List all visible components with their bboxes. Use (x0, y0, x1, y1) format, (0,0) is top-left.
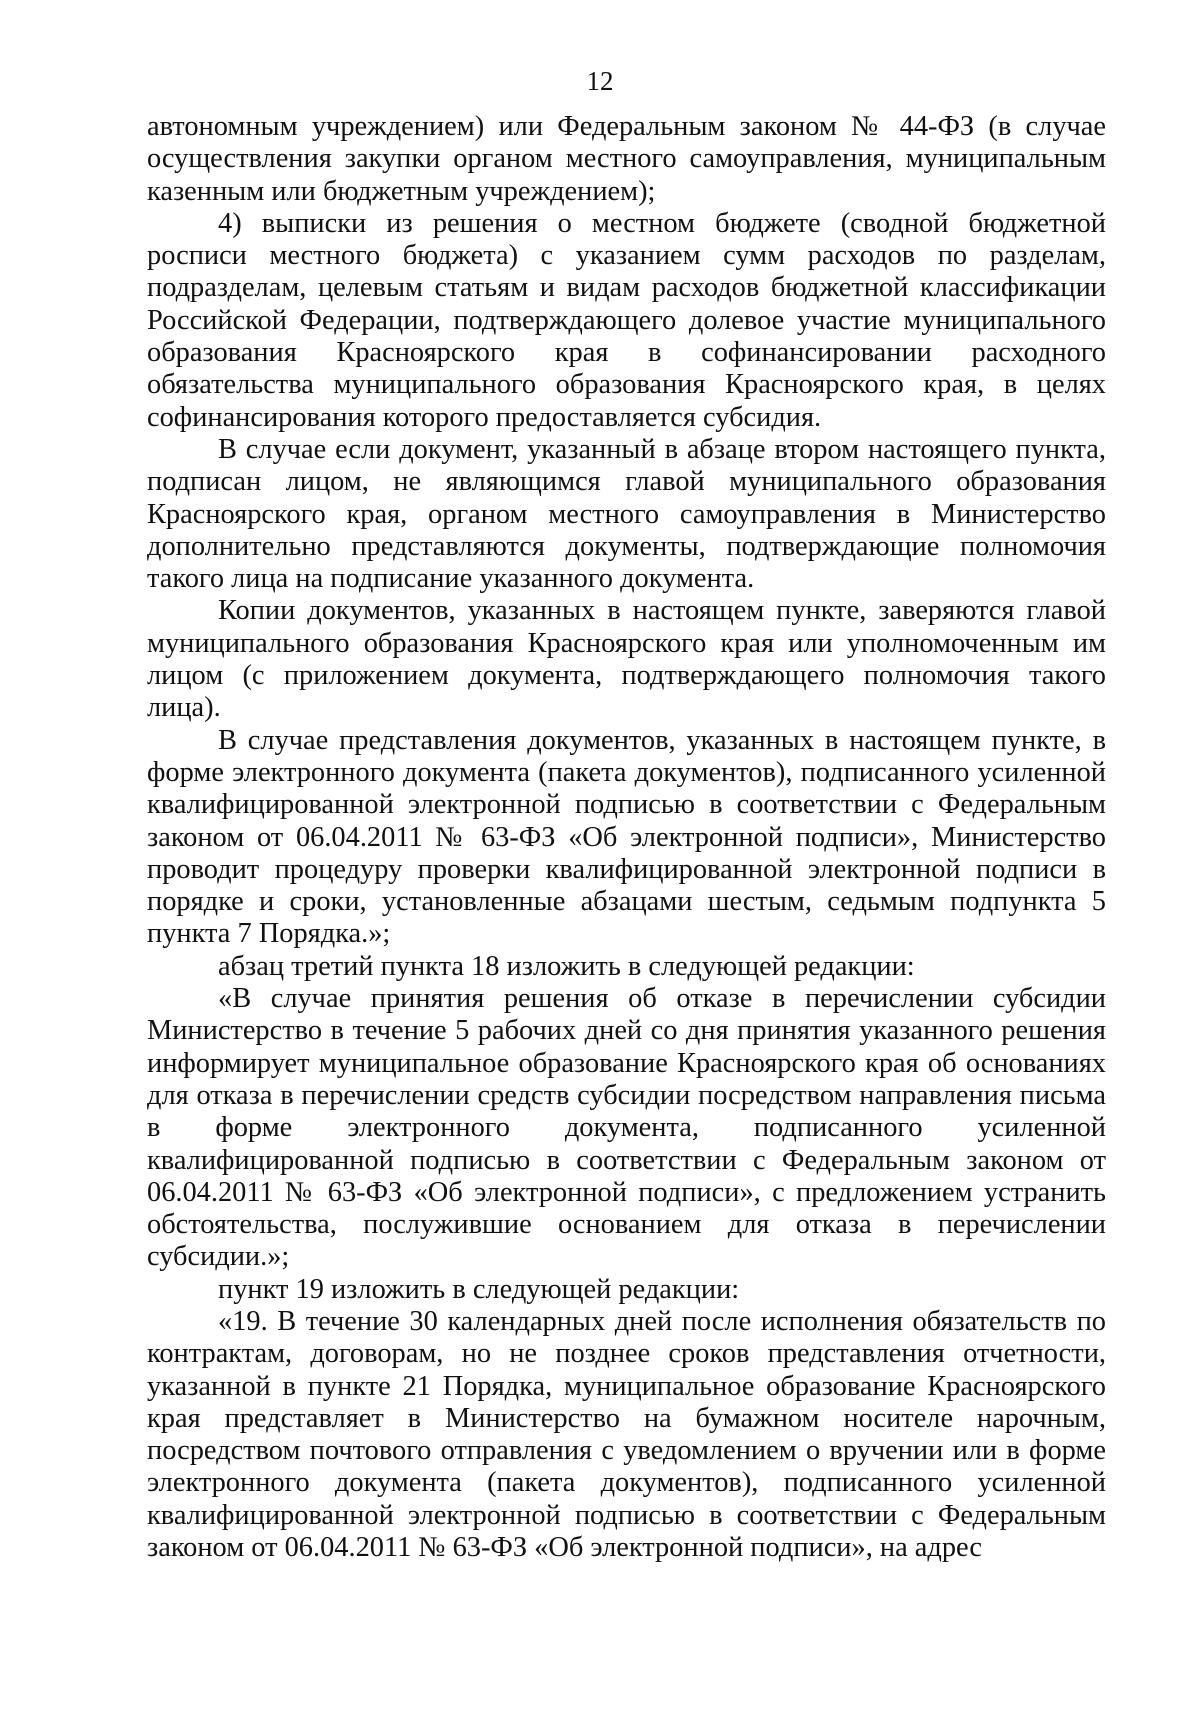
paragraph-item-4: 4) выписки из решения о местном бюджете (сводной бюджетной росписи местного бюджета) с указанием сумм расходов по разделам, подразделам, целевым статьям и видам расходов бюджетной классификации Российской Федерации, подтверждающего долевое участие муниципального образования Красноярского края в софинансировании расходного обязательства муниципального образования Красноярского края, в целях софинансирования которого предоставляется субсидия. (147, 207, 1106, 433)
document-body (147, 111, 1106, 1564)
paragraph-copies: Копии документов, указанных в настоящем пункте, заверяются главой муниципального образования Красноярского края или уполномоченным им лицом (с приложением документа, подтверждающего полномочия такого лица). (147, 595, 1106, 724)
paragraph-electronic-documents: В случае представления документов, указанных в настоящем пункте, в форме электронного документа (пакета документов), подписанного усиленной квалифицированной электронной подписью в соответствии с Федеральным законом от 06.04.2011 № 63-ФЗ «Об электронной подписи», Министерство проводит процедуру проверки квалифицированной электронной подписи в порядке и сроки, установленные абзацами шестым, седьмым подпункта 5 пункта 7 Порядка.»; (147, 724, 1106, 950)
page-number: 12 (586, 66, 614, 96)
paragraph-refusal-notice: «В случае принятия решения об отказе в перечислении субсидии Министерство в течение 5 рабочих дней со дня принятия указанного решения информирует муниципальное образование Красноярского края об основаниях для отказа в перечислении средств субсидии посредством направления письма в форме электронного документа, подписанного усиленной квалифицированной подписью в соответствии с Федеральным законом от 06.04.2011 № 63-ФЗ «Об электронной подписи», с предложением устранить обстоятельства, послужившие основанием для отказа в перечислении субсидии.»; (147, 983, 1106, 1273)
paragraph-point-19-text: «19. В течение 30 календарных дней после исполнения обязательств по контрактам, договорам, но не позднее сроков представления отчетности, указанной в пункте 21 Порядка, муниципальное образование Красноярского края представляет в Министерство на бумажном носителе нарочным, посредством почтового отправления с уведомлением о вручении или в форме электронного документа (пакета документов), подписанного усиленной квалифицированной электронной подписью в соответствии с Федеральным законом от 06.04.2011 № 63-ФЗ «Об электронной подписи», на адрес (147, 1305, 1106, 1564)
paragraph-signatory-case: В случае если документ, указанный в абзаце втором настоящего пункта, подписан лицом, не являющимся главой муниципального образования Красноярского края, органом местного самоуправления в Министерство дополнительно представляются документы, подтверждающие полномочия такого лица на подписание указанного документа. (147, 433, 1106, 595)
paragraph-amend-point-18: абзац третий пункта 18 изложить в следующей редакции: (218, 950, 915, 982)
paragraph-amend-point-19: пункт 19 изложить в следующей редакции: (218, 1273, 740, 1305)
paragraph-continuation: автономным учреждением) или Федеральным законом № 44-ФЗ (в случае осуществления закупки органом местного самоуправления, муниципальным казенным или бюджетным учреждением); (147, 111, 1106, 207)
